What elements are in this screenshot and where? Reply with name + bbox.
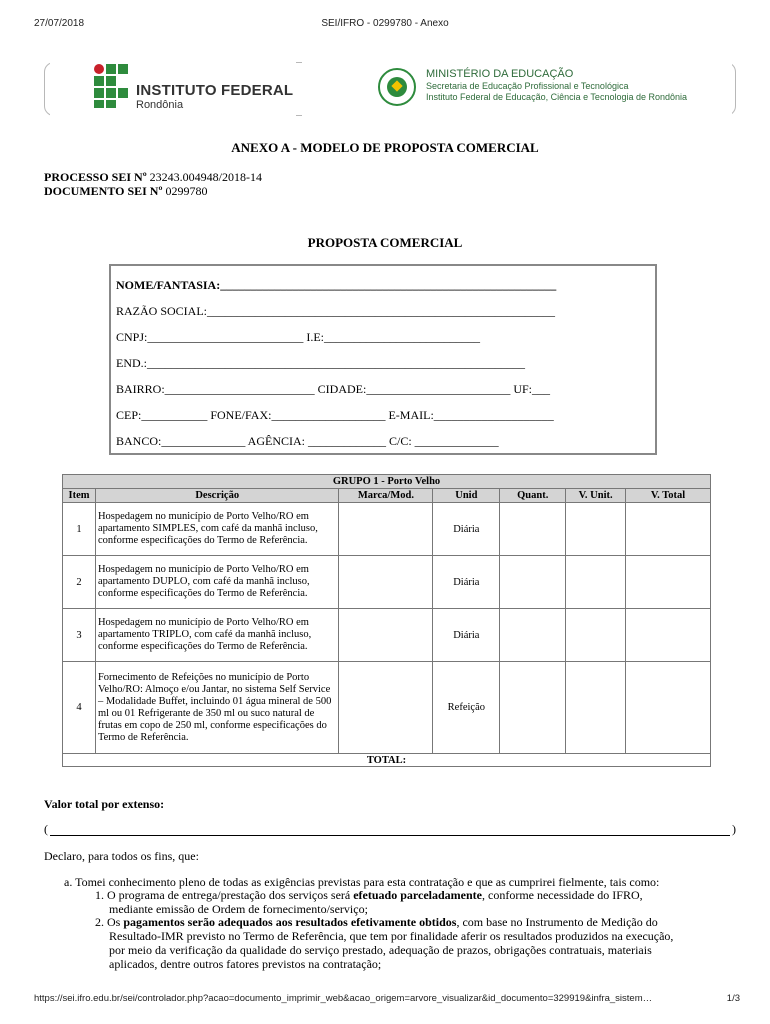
banco-agencia-cc-field: BANCO:______________ AGÊNCIA: _____________ C/C: ______________: [116, 434, 499, 448]
marca-cell: [339, 556, 433, 609]
mec-title: MINISTÉRIO DA EDUCAÇÃO: [426, 68, 574, 80]
processo-line: [44, 170, 262, 185]
total-label: TOTAL:: [63, 754, 711, 767]
vtotal-cell: [626, 662, 711, 754]
endereco-field: END.:_______________________________________________________________: [116, 356, 525, 370]
sub1-bold: efetuado parceladamente: [353, 888, 482, 902]
declaration-sub-2-line4: aplicados, dentre outros fatores previstos na contratação;: [109, 957, 382, 971]
vunit-cell: [566, 503, 626, 556]
sub1-text-end: , conforme necessidade do IFRO,: [482, 888, 643, 902]
vunit-cell: [566, 662, 626, 754]
razao-social-field: RAZÃO SOCIAL:__________________________________________________________: [116, 304, 556, 318]
item-number: 2: [63, 556, 96, 609]
group-header-row: [63, 475, 711, 489]
declaration-sub-2-line3: por meio da verificação da qualidade do serviço prestado, adequação de prazos, obrigações contratuais, materiais: [109, 943, 652, 957]
quant-cell: [500, 503, 566, 556]
document-title: ANEXO A - MODELO DE PROPOSTA COMERCIAL: [231, 140, 539, 155]
declaration-sub-2-line2: Resultado-IMR previsto no Termo de Referência, que tem por finalidade aferir os resultados produzidos na execução,: [109, 929, 674, 943]
nome-fantasia-field: NOME/FANTASIA:________________________________________________________: [116, 278, 557, 292]
cep-fone-email-field: CEP:___________ FONE/FAX:___________________ E-MAIL:____________________: [116, 408, 554, 422]
marca-cell: [339, 503, 433, 556]
sub2-text: 2. Os: [95, 915, 124, 929]
if-name: INSTITUTO FEDERAL: [136, 82, 294, 99]
col-item: Item: [63, 489, 96, 503]
bairro-cidade-uf-field: BAIRRO:_________________________ CIDADE:________________________ UF:___: [116, 382, 551, 396]
mec-secretaria: Secretaria de Educação Profissional e Tecnológica: [426, 81, 629, 91]
item-description: Hospedagem no município de Porto Velho/RO em apartamento SIMPLES, com café da manhã incluso, conforme especificações do Termo de Referência.: [95, 503, 339, 556]
cnpj-ie-field: CNPJ:__________________________ I.E:__________________________: [116, 330, 481, 344]
col-unid: Unid: [433, 489, 500, 503]
col-vunit: V. Unit.: [566, 489, 626, 503]
col-vtotal: V. Total: [626, 489, 711, 503]
table-row: [63, 503, 711, 556]
col-quant: Quant.: [500, 489, 566, 503]
paren-open: (: [44, 822, 48, 836]
table-row: [63, 556, 711, 609]
declaration-item-a: a. Tomei conhecimento pleno de todas as exigências previstas para esta contratação e que as cumprirei fielmente, tais como:: [64, 875, 660, 889]
vunit-cell: [566, 609, 626, 662]
vunit-cell: [566, 556, 626, 609]
quant-cell: [500, 556, 566, 609]
company-info-box: [109, 264, 657, 455]
column-header-row: [63, 489, 711, 503]
paren-close: ): [732, 822, 736, 836]
vtotal-cell: [626, 556, 711, 609]
print-title: SEI/IFRO - 0299780 - Anexo: [321, 18, 449, 29]
unid-cell: Diária: [433, 503, 500, 556]
instituto-federal-logo-icon: [94, 64, 128, 108]
item-description: Hospedagem no município de Porto Velho/RO em apartamento TRIPLO, com café da manhã incluso, conforme especificações do Termo de Referência.: [95, 609, 339, 662]
quant-cell: [500, 609, 566, 662]
declaration-sub-1-line2: mediante emissão de Ordem de fornecimento/serviço;: [109, 902, 368, 916]
processo-value: 23243.004948/2018-14: [146, 170, 262, 184]
unid-cell: Diária: [433, 556, 500, 609]
vtotal-cell: [626, 503, 711, 556]
sub2-bold: pagamentos serão adequados aos resultados efetivamente obtidos: [123, 915, 457, 929]
marca-cell: [339, 662, 433, 754]
declaration-sub-1: [95, 889, 643, 903]
mec-instituto: Instituto Federal de Educação, Ciência e Tecnologia de Rondônia: [426, 92, 688, 102]
declaration-sub-2: [95, 916, 658, 930]
documento-line: [44, 184, 207, 199]
declaro-text: Declaro, para todos os fins, que:: [44, 849, 199, 863]
col-descricao: Descrição: [95, 489, 339, 503]
sub2-text-end: , com base no Instrumento de Medição do: [456, 915, 658, 929]
section-subtitle: PROPOSTA COMERCIAL: [307, 235, 463, 250]
price-table: [62, 474, 711, 767]
republic-seal-icon: [378, 68, 416, 106]
if-campus: Rondônia: [136, 99, 184, 111]
item-number: 3: [63, 609, 96, 662]
group-title: GRUPO 1 - Porto Velho: [63, 475, 711, 489]
table-row: [63, 662, 711, 754]
total-row: [63, 754, 711, 767]
item-number: 4: [63, 662, 96, 754]
item-description: Hospedagem no município de Porto Velho/RO em apartamento DUPLO, com café da manhã incluso, conforme especificações do Termo de Referência.: [95, 556, 339, 609]
processo-label: PROCESSO SEI Nº: [44, 170, 147, 184]
quant-cell: [500, 662, 566, 754]
marca-cell: [339, 609, 433, 662]
col-marca: Marca/Mod.: [339, 489, 433, 503]
print-page-number: 1/3: [726, 993, 740, 1004]
print-date: 27/07/2018: [34, 18, 85, 29]
documento-label: DOCUMENTO SEI Nº: [44, 184, 163, 198]
unid-cell: Diária: [433, 609, 500, 662]
documento-value: 0299780: [162, 184, 208, 198]
blank-rule: [50, 835, 730, 836]
item-number: 1: [63, 503, 96, 556]
item-description: Fornecimento de Refeições no município de Porto Velho/RO: Almoço e/ou Jantar, no sistema Self Service – Modalidade Buffet, incluindo 01 água mineral de 500 ml ou 01 Refrigerante de 350 ml ou suco natural de frutas em copo de 250 ml, conforme especificações do Termo de Referência.: [95, 662, 339, 754]
vtotal-cell: [626, 609, 711, 662]
valor-extenso-label: Valor total por extenso:: [44, 797, 165, 811]
print-url: https://sei.ifro.edu.br/sei/controlador.php?acao=documento_imprimir_web&acao_origem=arvore_visualizar&id_documento=329919&infra_sistem…: [34, 993, 653, 1004]
institution-header: [44, 48, 734, 124]
unid-cell: Refeição: [433, 662, 500, 754]
sub1-text: 1. O programa de entrega/prestação dos serviços será: [95, 888, 354, 902]
table-row: [63, 609, 711, 662]
